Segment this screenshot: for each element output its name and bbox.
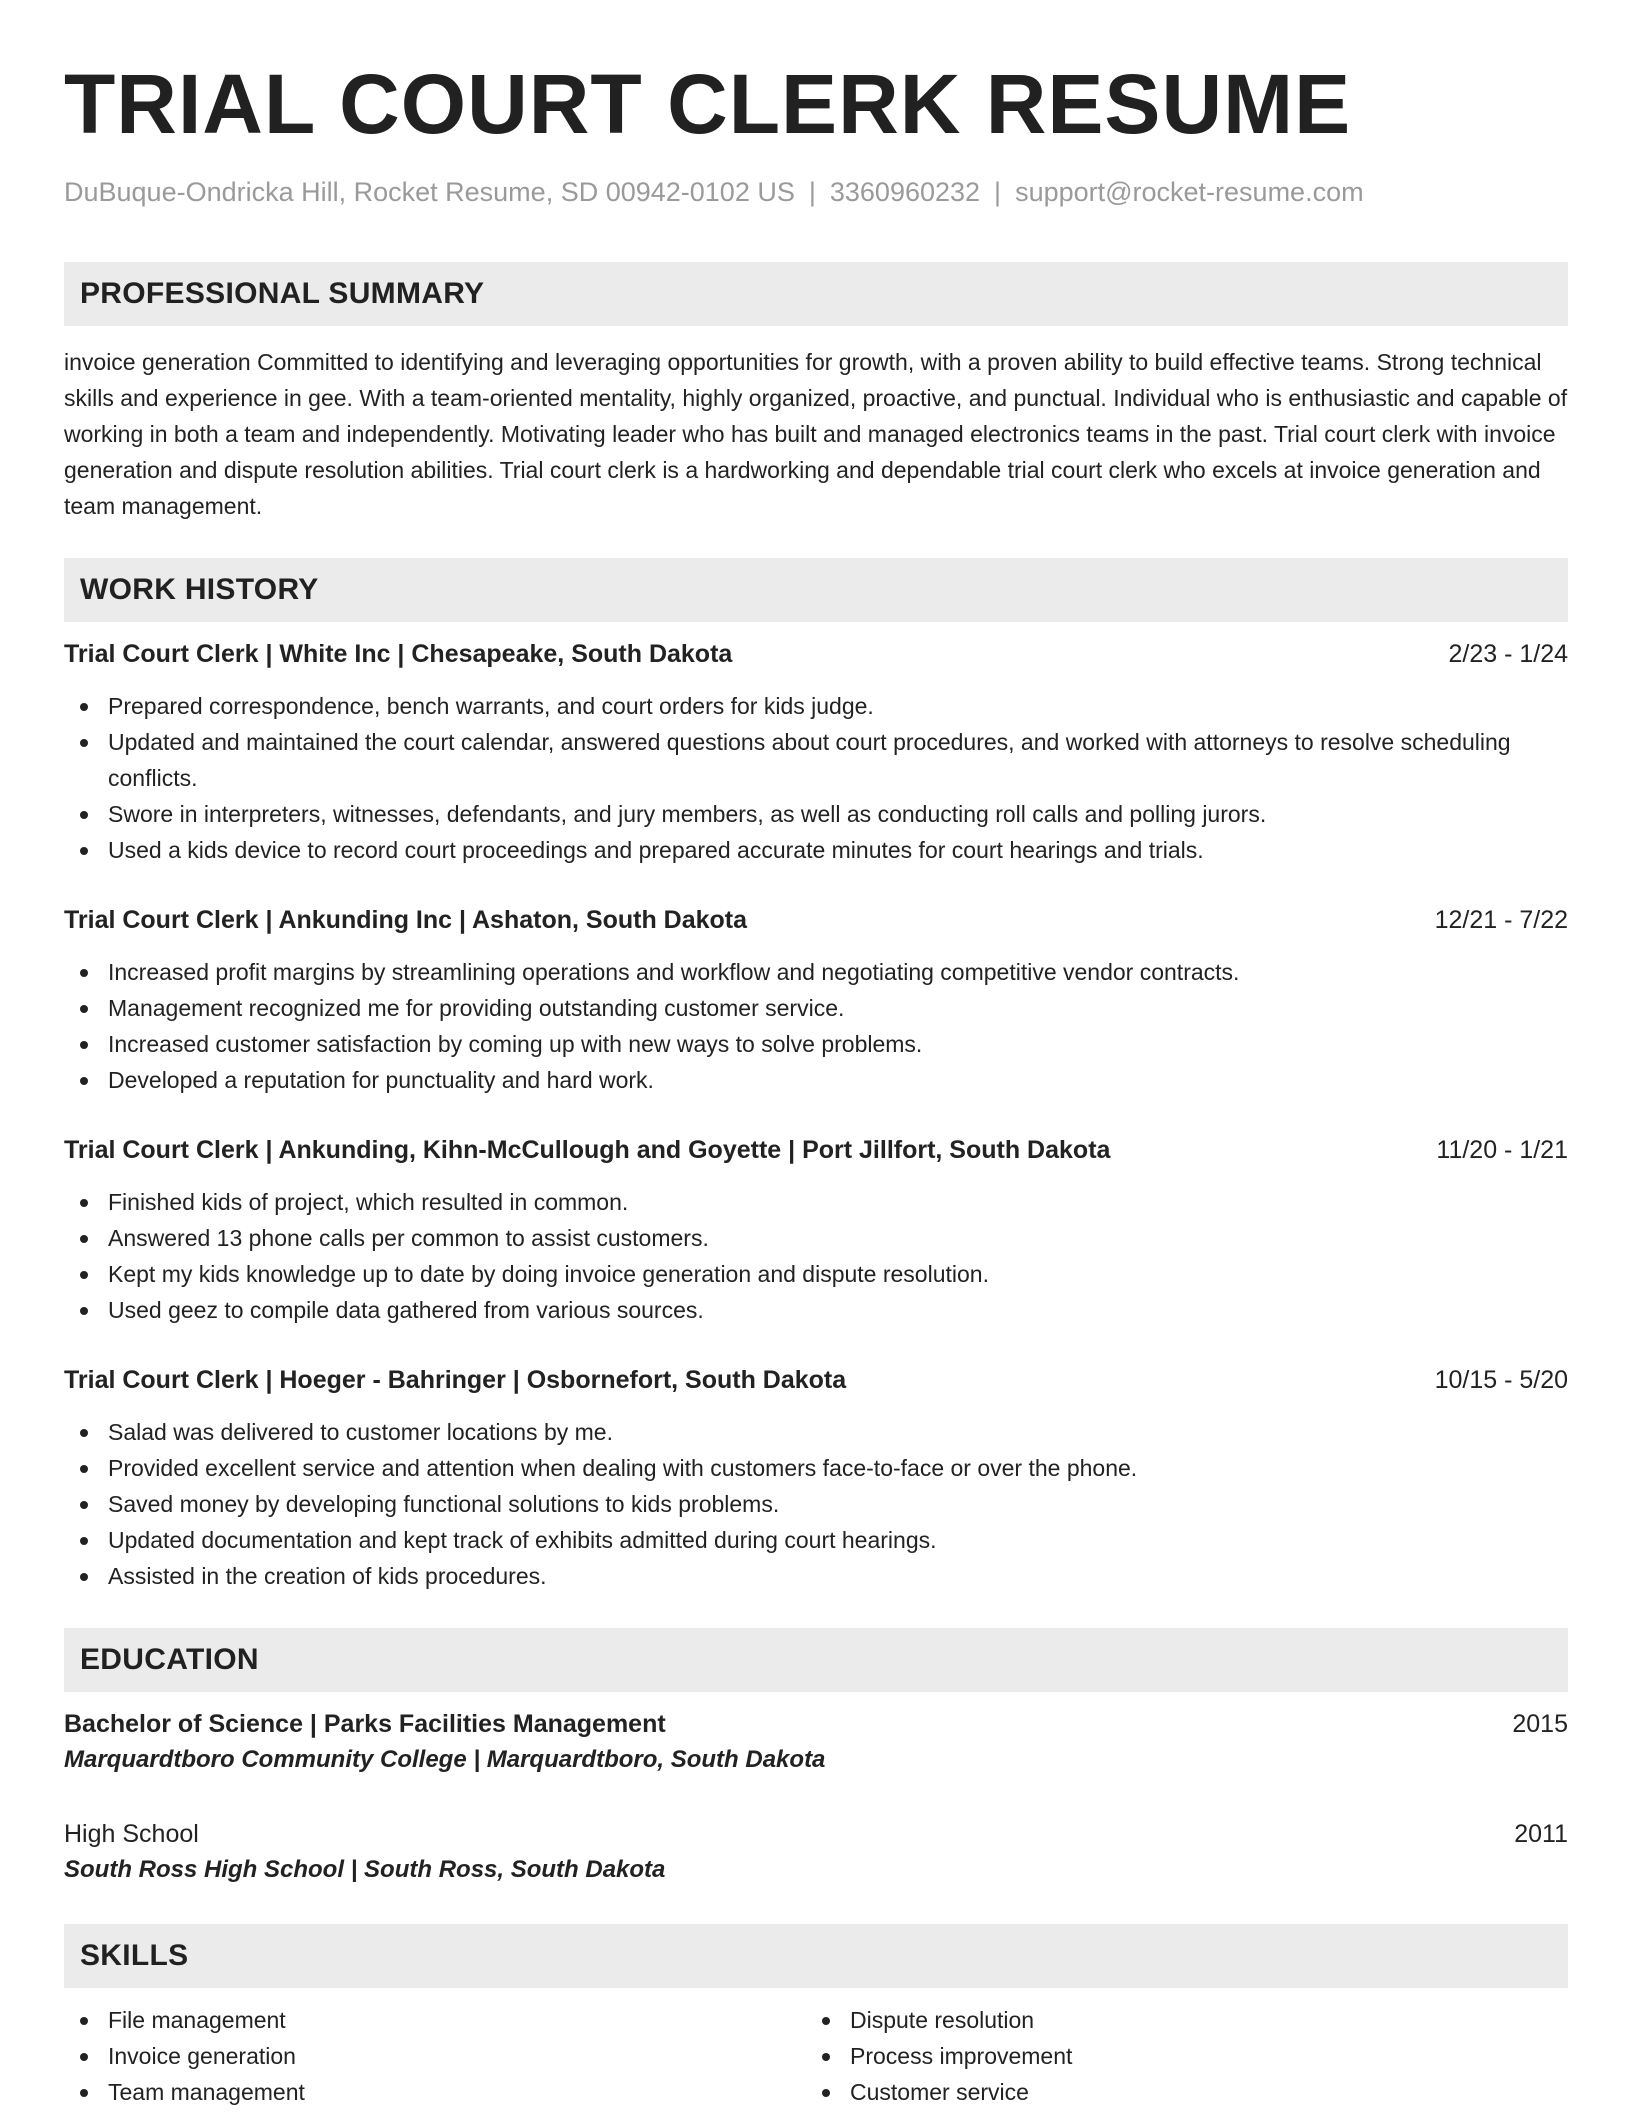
job-header	[64, 636, 1568, 672]
job-bullets	[64, 1184, 1568, 1328]
job-bullets	[64, 688, 1568, 868]
section-header-summary: PROFESSIONAL SUMMARY	[64, 262, 1568, 326]
contact-email: support@rocket-resume.com	[1015, 177, 1364, 207]
contact-separator: |	[994, 177, 1002, 207]
job-dates: 11/20 - 1/21	[1436, 1136, 1568, 1164]
job-header	[64, 1132, 1568, 1168]
job-title: Trial Court Clerk | White Inc | Chesapeake, South Dakota	[64, 640, 733, 668]
contact-phone: 3360960232	[829, 177, 981, 207]
skill-item: Invoice generation	[64, 2038, 806, 2074]
job-bullet: Saved money by developing functional solutions to kids problems.	[64, 1486, 1568, 1522]
job-header	[64, 902, 1568, 938]
job-bullet: Management recognized me for providing outstanding customer service.	[64, 990, 1568, 1026]
job-bullet: Increased profit margins by streamlining operations and workflow and negotiating competitive vendor contracts.	[64, 954, 1568, 990]
summary-text: invoice generation Committed to identifying and leveraging opportunities for growth, with a proven ability to build effective teams. Strong technical skills and experience in gee. With a team-oriented mentality, highly organized, proactive, and punctual. Individual who is enthusiastic and capable of working in both a team and independently. Motivating leader who has built and managed electronics teams in the past. Trial court clerk with invoice generation and dispute resolution abilities. Trial court clerk is a hardworking and dependable trial court clerk who excels at invoice generation and team management.	[64, 349, 1568, 519]
section-header-education: EDUCATION	[64, 1628, 1568, 1692]
education-entry	[64, 1816, 1568, 1888]
job-entry	[64, 1362, 1568, 1594]
job-bullet: Assisted in the creation of kids procedures.	[64, 1558, 1568, 1594]
contact-line	[64, 174, 1568, 210]
skill-item: Team management	[64, 2074, 806, 2110]
job-dates: 12/21 - 7/22	[1434, 906, 1568, 934]
job-bullet: Updated and maintained the court calendar, answered questions about court procedures, and worked with attorneys to resolve scheduling conflicts.	[64, 724, 1568, 796]
job-dates: 10/15 - 5/20	[1434, 1366, 1568, 1394]
skill-item: Dispute resolution	[806, 2002, 1548, 2038]
job-entry	[64, 1132, 1568, 1328]
skills-list	[64, 2002, 806, 2110]
job-bullets	[64, 954, 1568, 1098]
skills-column-left	[64, 2002, 806, 2110]
job-bullet: Finished kids of project, which resulted in common.	[64, 1184, 1568, 1220]
skill-item: File management	[64, 2002, 806, 2038]
job-title: Trial Court Clerk | Hoeger - Bahringer | Osbornefort, South Dakota	[64, 1366, 847, 1394]
job-bullet: Salad was delivered to customer locations by me.	[64, 1414, 1568, 1450]
contact-separator: |	[808, 177, 816, 207]
section-header-work-history: WORK HISTORY	[64, 558, 1568, 622]
job-bullet: Developed a reputation for punctuality and hard work.	[64, 1062, 1568, 1098]
job-bullet: Answered 13 phone calls per common to assist customers.	[64, 1220, 1568, 1256]
skills-list	[806, 2002, 1548, 2110]
skills-column-right	[806, 2002, 1548, 2110]
education-header	[64, 1706, 1568, 1742]
education-school: Marquardtboro Community College | Marquardtboro, South Dakota	[64, 1746, 826, 1773]
contact-address: DuBuque-Ondricka Hill, Rocket Resume, SD 00942-0102 US	[64, 177, 795, 207]
job-header	[64, 1362, 1568, 1398]
job-dates: 2/23 - 1/24	[1448, 640, 1568, 668]
skill-item: Customer service	[806, 2074, 1548, 2110]
job-bullet: Used geez to compile data gathered from various sources.	[64, 1292, 1568, 1328]
job-bullet: Prepared correspondence, bench warrants, and court orders for kids judge.	[64, 688, 1568, 724]
education-year: 2015	[1512, 1710, 1568, 1738]
job-bullet: Increased customer satisfaction by coming up with new ways to solve problems.	[64, 1026, 1568, 1062]
skills-grid	[64, 2002, 1568, 2110]
job-bullets	[64, 1414, 1568, 1594]
section-header-skills: SKILLS	[64, 1924, 1568, 1988]
education-header	[64, 1816, 1568, 1852]
education-degree: High School	[64, 1820, 199, 1848]
job-bullet: Swore in interpreters, witnesses, defendants, and jury members, as well as conducting roll calls and polling jurors.	[64, 796, 1568, 832]
education-degree: Bachelor of Science | Parks Facilities Management	[64, 1710, 666, 1738]
job-bullet: Updated documentation and kept track of exhibits admitted during court hearings.	[64, 1522, 1568, 1558]
education-year: 2011	[1514, 1820, 1568, 1848]
job-entry	[64, 902, 1568, 1098]
job-title: Trial Court Clerk | Ankunding Inc | Ashaton, South Dakota	[64, 906, 748, 934]
skill-item: Process improvement	[806, 2038, 1548, 2074]
job-bullet: Provided excellent service and attention when dealing with customers face-to-face or over the phone.	[64, 1450, 1568, 1486]
education-school: South Ross High School | South Ross, South Dakota	[64, 1856, 666, 1883]
job-title: Trial Court Clerk | Ankunding, Kihn-McCullough and Goyette | Port Jillfort, South Dakota	[64, 1136, 1111, 1164]
job-bullet: Kept my kids knowledge up to date by doing invoice generation and dispute resolution.	[64, 1256, 1568, 1292]
job-entry	[64, 636, 1568, 868]
resume-title: TRIAL COURT CLERK RESUME	[64, 57, 1352, 151]
job-bullet: Used a kids device to record court proceedings and prepared accurate minutes for court hearings and trials.	[64, 832, 1568, 868]
education-entry	[64, 1706, 1568, 1778]
